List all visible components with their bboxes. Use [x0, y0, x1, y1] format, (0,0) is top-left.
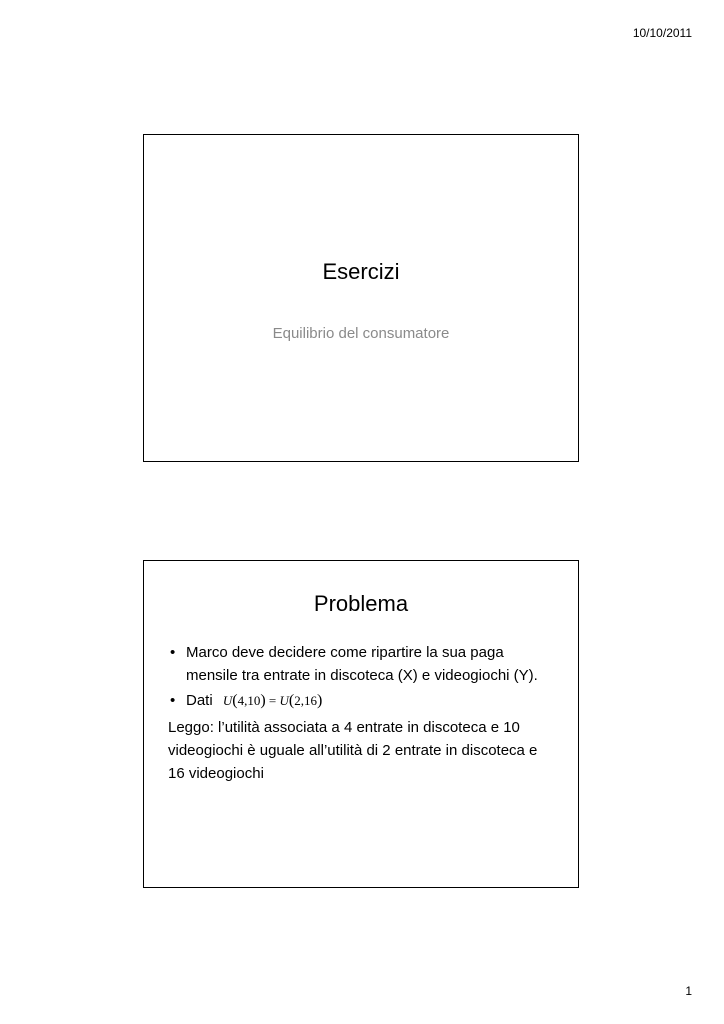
slide-title: Problema [313, 591, 409, 616]
formula-symbol: U [279, 693, 289, 708]
bullet-text: Dati [186, 692, 213, 709]
formula-args: 4,10 [237, 693, 261, 708]
slide-problema [143, 560, 579, 888]
slide-title: Esercizi [322, 259, 400, 284]
paren-open-icon: ( [288, 692, 295, 709]
header-date: 10/10/2011 [632, 26, 692, 40]
utility-formula [223, 693, 322, 708]
paren-open-icon: ( [232, 692, 238, 709]
explanation-paragraph: Leggo: l’utilità associata a 4 entrate in discoteca e 10 videogiochi è uguale all’utilità di 2 entrate in discoteca e 16 videogiochi [168, 719, 538, 782]
formula-symbol: U [222, 693, 233, 708]
formula-equals: = [268, 693, 277, 708]
bullet-item [168, 689, 558, 712]
bullet-dot-icon: • [170, 644, 176, 661]
page-number: 1 [685, 984, 692, 998]
paren-close-icon: ) [316, 692, 323, 709]
formula-args: 2,16 [294, 693, 317, 708]
bullet-item [168, 641, 558, 687]
slide-subtitle: Equilibrio del consumatore [272, 325, 450, 342]
bullet-text: Marco deve decidere come ripartire la sua paga mensile tra entrate in discoteca (X) e videogiochi (Y). [186, 644, 538, 684]
slide-body [168, 641, 558, 785]
slide-esercizi [143, 134, 579, 462]
paren-close-icon: ) [260, 692, 266, 709]
bullet-dot-icon: • [170, 692, 176, 709]
